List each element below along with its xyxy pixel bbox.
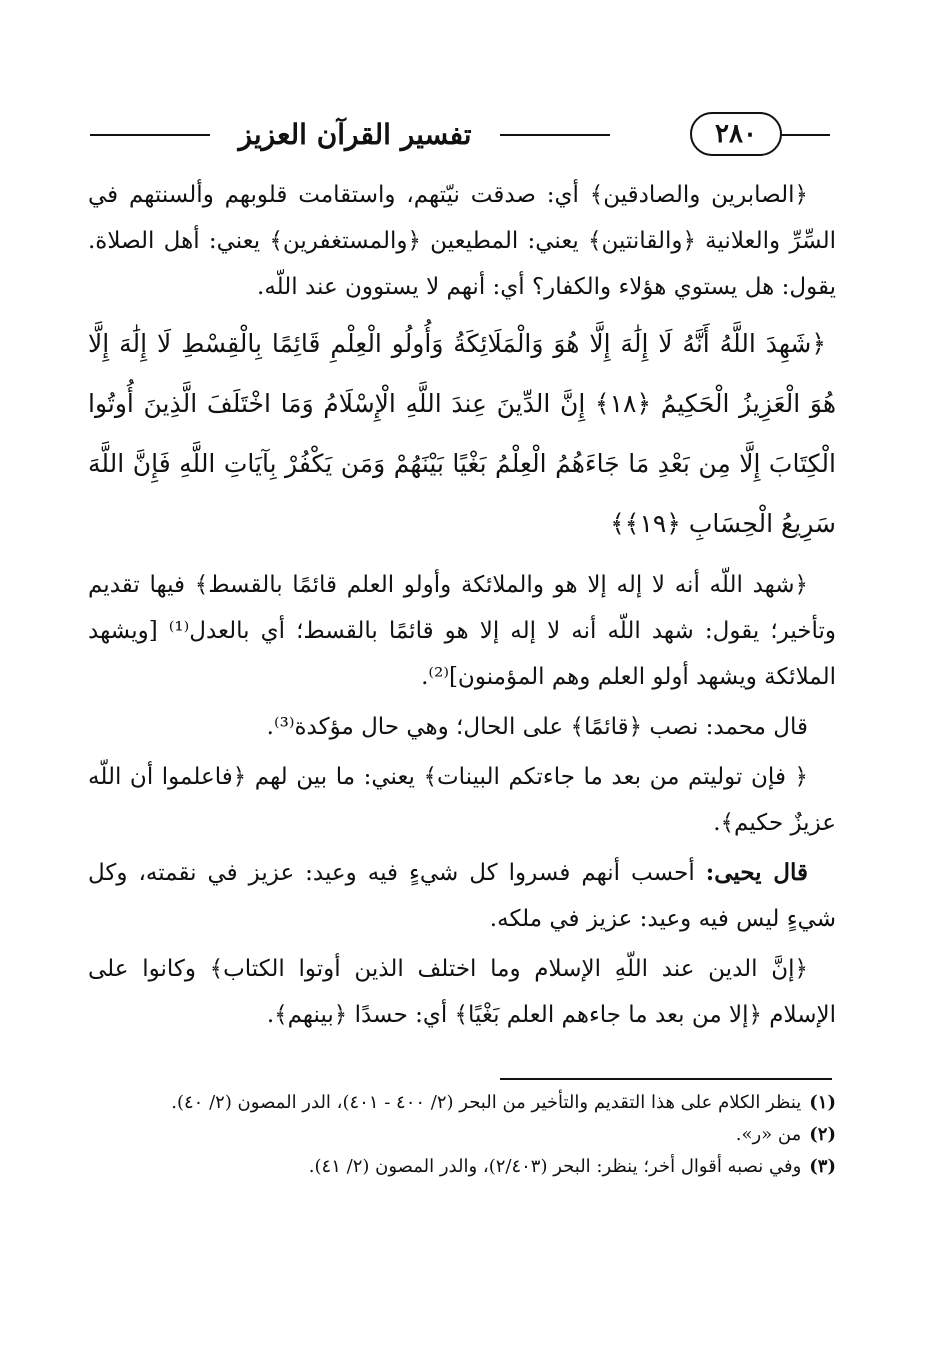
paragraph: ﴿الصابرين والصادقين﴾ أي: صدقت نيّتهم، واستقامت قلوبهم وألسنتهم في السِّرِّ والعلانية ﴿والقانتين﴾ يعني: المطيعين ﴿والمستغفرين﴾ يعني: أهل الصلاة. يقول: هل يستوي هؤلاء والكفار؟ أي: أنهم لا يستوون عند اللّه. xyxy=(88,182,836,300)
footnotes xyxy=(88,1088,836,1184)
yahya-label: قال يحيى: xyxy=(705,859,808,886)
page-number: ٢٨٠ xyxy=(690,112,782,156)
paragraph: ﴿إنَّ الدين عند اللّهِ الإسلام وما اختلف الذين أوتوا الكتاب﴾ وكانوا على الإسلام ﴿إلا من بعد ما جاءهم العلم بَغْيًا﴾ أي: حسدًا ﴿بينهم﴾. xyxy=(88,956,836,1028)
footnote xyxy=(88,1088,836,1118)
footnote xyxy=(88,1120,836,1150)
main-text xyxy=(88,172,836,1042)
footnote-divider xyxy=(500,1078,832,1080)
footnote-number: (٣) xyxy=(809,1156,836,1177)
header-rule-right xyxy=(780,134,830,136)
paragraph: ﴿شهد اللّه أنه لا إله إلا هو والملائكة وأولو العلم قائمًا بالقسط﴾ فيها تقديم وتأخير؛ يقول: شهد اللّه أنه لا إله إلا هو قائمًا بالقسط؛ أي بالعدل⁽¹⁾ [ويشهد الملائكة ويشهد أولو العلم وهم المؤمنون]⁽²⁾. xyxy=(88,572,836,690)
footnote-text: من «ر». xyxy=(735,1124,802,1145)
quran-verse: ﴿شَهِدَ اللَّهُ أَنَّهُ لَا إِلَٰهَ إِلَّا هُوَ وَالْمَلَائِكَةُ وَأُولُو الْعِلْمِ قَائِمًا بِالْقِسْطِ لَا إِلَٰهَ إِلَّا هُوَ الْعَزِيزُ الْحَكِيمُ ﴿١٨﴾ إِنَّ الدِّينَ عِندَ اللَّهِ الْإِسْلَامُ وَمَا اخْتَلَفَ الَّذِينَ أُوتُوا الْكِتَابَ إِلَّا مِن بَعْدِ مَا جَاءَهُمُ الْعِلْمُ بَغْيًا بَيْنَهُمْ وَمَن يَكْفُرْ بِآيَاتِ اللَّهِ فَإِنَّ اللَّهَ سَرِيعُ الْحِسَابِ ﴿١٩﴾﴾ xyxy=(88,329,837,538)
paragraph-yahya xyxy=(88,850,836,942)
page-header xyxy=(90,110,830,160)
book-title: تفسير القرآن العزيز xyxy=(210,116,500,154)
paragraph: ﴿ فإن توليتم من بعد ما جاءتكم البينات﴾ يعني: ما بين لهم ﴿فاعلموا أن اللّه عزيزٌ حكيم﴾. xyxy=(88,764,836,836)
footnote xyxy=(88,1152,836,1182)
yahya-text: أحسب أنهم فسروا كل شيءٍ فيه وعيد: عزيز في نقمته، وكل شيءٍ ليس فيه وعيد: عزيز في ملكه. xyxy=(88,860,836,932)
footnote-number: (١) xyxy=(809,1092,836,1113)
footnote-text: ينظر الكلام على هذا التقديم والتأخير من البحر (٢/ ٤٠٠ - ٤٠١)، الدر المصون (٢/ ٤٠). xyxy=(171,1092,802,1113)
footnote-text: وفي نصبه أقوال أخر؛ ينظر: البحر (٢/٤٠٣)، والدر المصون (٢/ ٤١). xyxy=(308,1156,802,1177)
footnote-number: (٢) xyxy=(809,1124,836,1145)
paragraph: قال محمد: نصب ﴿قائمًا﴾ على الحال؛ وهي حال مؤكدة⁽³⁾. xyxy=(266,714,808,740)
